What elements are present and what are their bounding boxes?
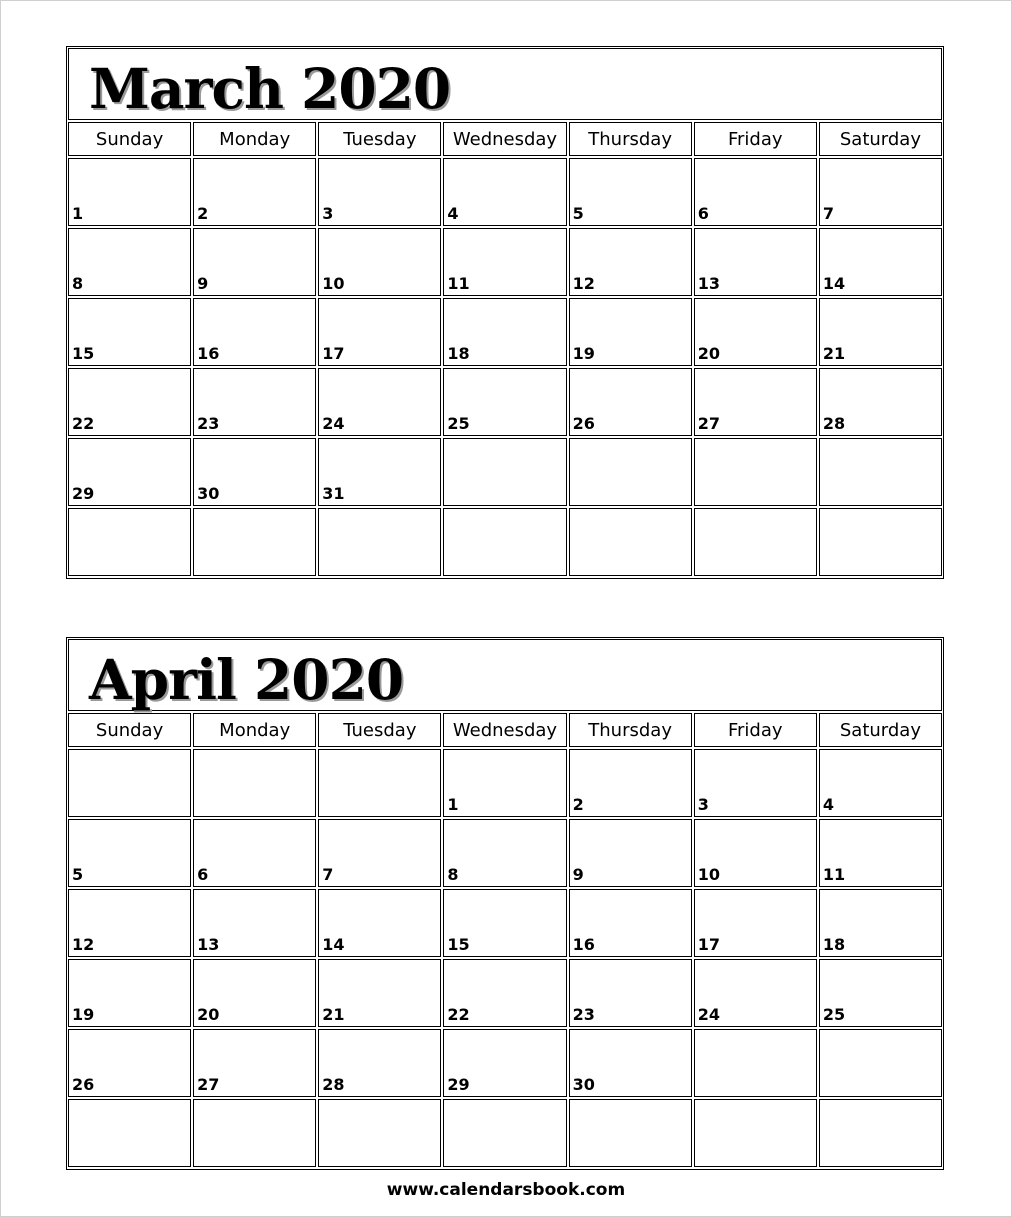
- day-cell: [68, 1029, 191, 1097]
- day-number: 28: [822, 414, 846, 433]
- day-number: 7: [822, 204, 834, 223]
- day-number: 30: [572, 1075, 595, 1094]
- day-number: 26: [72, 1075, 95, 1094]
- day-number: 4: [822, 795, 834, 814]
- day-cell: [318, 749, 441, 817]
- calendar-title: March 2020: [89, 56, 451, 121]
- day-cell: [443, 228, 566, 296]
- day-cell: [569, 298, 692, 366]
- calendar-title: April 2020: [89, 647, 404, 712]
- day-cell: [318, 228, 441, 296]
- day-cell: [694, 889, 817, 957]
- day-cell: [68, 228, 191, 296]
- day-number: 30: [197, 484, 220, 503]
- day-number: 9: [572, 865, 584, 884]
- day-cell: [694, 228, 817, 296]
- day-number: 1: [72, 204, 84, 223]
- day-cell: [443, 298, 566, 366]
- calendar-april-2020: [66, 637, 944, 1170]
- day-cell: [819, 1099, 942, 1167]
- day-cell: [68, 749, 191, 817]
- day-cell: [694, 438, 817, 506]
- day-cell: [193, 1099, 316, 1167]
- day-cell: [68, 819, 191, 887]
- day-cell: [819, 368, 942, 436]
- day-cell: [68, 889, 191, 957]
- day-cell: [694, 298, 817, 366]
- day-cell: [318, 1099, 441, 1167]
- day-number: 24: [697, 1005, 720, 1024]
- day-cell: [193, 228, 316, 296]
- day-number: 13: [697, 274, 720, 293]
- day-number: 31: [322, 484, 345, 503]
- day-cell: [193, 1029, 316, 1097]
- day-number: 22: [72, 414, 95, 433]
- weekday-header: Saturday: [819, 713, 942, 747]
- day-cell: [569, 749, 692, 817]
- day-cell: [694, 1029, 817, 1097]
- day-cell: [193, 959, 316, 1027]
- day-number: 11: [447, 274, 470, 293]
- weekday-header: Wednesday: [443, 713, 566, 747]
- day-cell: [318, 1029, 441, 1097]
- weekday-header: Tuesday: [318, 122, 441, 156]
- day-cell: [443, 1029, 566, 1097]
- day-number: 12: [72, 935, 95, 954]
- day-cell: [443, 749, 566, 817]
- day-cell: [443, 959, 566, 1027]
- day-number: 14: [322, 935, 345, 954]
- day-cell: [193, 889, 316, 957]
- weekday-header: Thursday: [569, 122, 692, 156]
- day-cell: [443, 368, 566, 436]
- day-cell: [193, 819, 316, 887]
- day-number: 23: [197, 414, 220, 433]
- day-cell: [569, 819, 692, 887]
- day-number: 21: [322, 1005, 345, 1024]
- day-cell: [819, 819, 942, 887]
- day-number: 10: [697, 865, 720, 884]
- day-cell: [68, 438, 191, 506]
- day-number: 3: [322, 204, 334, 223]
- day-number: 20: [697, 344, 720, 363]
- calendar-title-box: [68, 639, 942, 711]
- day-number: 8: [72, 274, 84, 293]
- day-cell: [68, 508, 191, 576]
- day-number: 18: [822, 935, 846, 954]
- day-cell: [193, 749, 316, 817]
- day-cell: [694, 158, 817, 226]
- day-cell: [569, 1029, 692, 1097]
- day-cell: [694, 749, 817, 817]
- weekday-header: Sunday: [68, 122, 191, 156]
- day-cell: [569, 438, 692, 506]
- day-cell: [193, 368, 316, 436]
- day-number: 29: [72, 484, 95, 503]
- weekday-header: Tuesday: [318, 713, 441, 747]
- calendar-march-2020: [66, 46, 944, 579]
- day-number: 17: [697, 935, 720, 954]
- weekday-header: Saturday: [819, 122, 942, 156]
- day-number: 3: [697, 795, 709, 814]
- day-cell: [68, 1099, 191, 1167]
- day-number: 29: [447, 1075, 470, 1094]
- day-cell: [819, 158, 942, 226]
- day-number: 22: [447, 1005, 470, 1024]
- weekday-header: Monday: [193, 122, 316, 156]
- day-number: 19: [72, 1005, 95, 1024]
- day-number: 6: [697, 204, 709, 223]
- day-number: 16: [572, 935, 595, 954]
- day-cell: [318, 889, 441, 957]
- weekday-header: Friday: [694, 713, 817, 747]
- day-cell: [694, 368, 817, 436]
- calendar-grid: [68, 122, 942, 576]
- website-footer: www.calendarsbook.com: [386, 1180, 626, 1200]
- day-cell: [318, 368, 441, 436]
- day-number: 26: [572, 414, 595, 433]
- day-cell: [193, 508, 316, 576]
- day-cell: [569, 368, 692, 436]
- day-cell: [193, 438, 316, 506]
- day-number: 5: [572, 204, 584, 223]
- day-number: 15: [447, 935, 470, 954]
- day-cell: [819, 228, 942, 296]
- day-number: 8: [447, 865, 459, 884]
- day-cell: [68, 368, 191, 436]
- weekday-header: Thursday: [569, 713, 692, 747]
- day-cell: [569, 508, 692, 576]
- day-cell: [68, 158, 191, 226]
- day-cell: [318, 508, 441, 576]
- day-cell: [443, 508, 566, 576]
- day-cell: [819, 889, 942, 957]
- day-cell: [569, 158, 692, 226]
- day-cell: [318, 298, 441, 366]
- weekday-header: Sunday: [68, 713, 191, 747]
- day-cell: [569, 228, 692, 296]
- day-cell: [318, 819, 441, 887]
- day-cell: [68, 298, 191, 366]
- day-number: 27: [197, 1075, 220, 1094]
- day-number: 15: [72, 344, 95, 363]
- weekday-header: Wednesday: [443, 122, 566, 156]
- day-number: 11: [822, 865, 846, 884]
- day-number: 21: [822, 344, 846, 363]
- day-cell: [68, 959, 191, 1027]
- day-number: 9: [197, 274, 209, 293]
- day-number: 12: [572, 274, 595, 293]
- day-number: 25: [822, 1005, 846, 1024]
- day-number: 28: [322, 1075, 345, 1094]
- day-cell: [318, 158, 441, 226]
- day-cell: [694, 508, 817, 576]
- day-number: 23: [572, 1005, 595, 1024]
- day-cell: [193, 298, 316, 366]
- calendar-grid: [68, 713, 942, 1167]
- day-cell: [819, 1029, 942, 1097]
- day-number: 20: [197, 1005, 220, 1024]
- weekday-header: Monday: [193, 713, 316, 747]
- day-number: 1: [447, 795, 459, 814]
- day-cell: [443, 1099, 566, 1167]
- day-number: 24: [322, 414, 345, 433]
- day-cell: [443, 438, 566, 506]
- day-cell: [819, 298, 942, 366]
- day-number: 19: [572, 344, 595, 363]
- day-cell: [443, 158, 566, 226]
- day-cell: [819, 508, 942, 576]
- day-cell: [443, 889, 566, 957]
- day-cell: [819, 438, 942, 506]
- day-number: 2: [197, 204, 209, 223]
- day-number: 5: [72, 865, 84, 884]
- day-number: 14: [822, 274, 846, 293]
- day-cell: [819, 749, 942, 817]
- day-number: 13: [197, 935, 220, 954]
- day-number: 16: [197, 344, 220, 363]
- day-cell: [318, 438, 441, 506]
- day-cell: [819, 959, 942, 1027]
- day-number: 6: [197, 865, 209, 884]
- day-cell: [569, 889, 692, 957]
- day-number: 7: [322, 865, 334, 884]
- day-number: 25: [447, 414, 470, 433]
- day-number: 27: [697, 414, 720, 433]
- calendar-title-box: [68, 48, 942, 120]
- day-number: 2: [572, 795, 584, 814]
- day-cell: [193, 158, 316, 226]
- day-number: 17: [322, 344, 345, 363]
- day-number: 18: [447, 344, 470, 363]
- day-cell: [694, 1099, 817, 1167]
- weekday-header: Friday: [694, 122, 817, 156]
- day-number: 10: [322, 274, 345, 293]
- day-cell: [569, 959, 692, 1027]
- day-cell: [318, 959, 441, 1027]
- day-number: 4: [447, 204, 459, 223]
- day-cell: [694, 959, 817, 1027]
- day-cell: [694, 819, 817, 887]
- day-cell: [569, 1099, 692, 1167]
- day-cell: [443, 819, 566, 887]
